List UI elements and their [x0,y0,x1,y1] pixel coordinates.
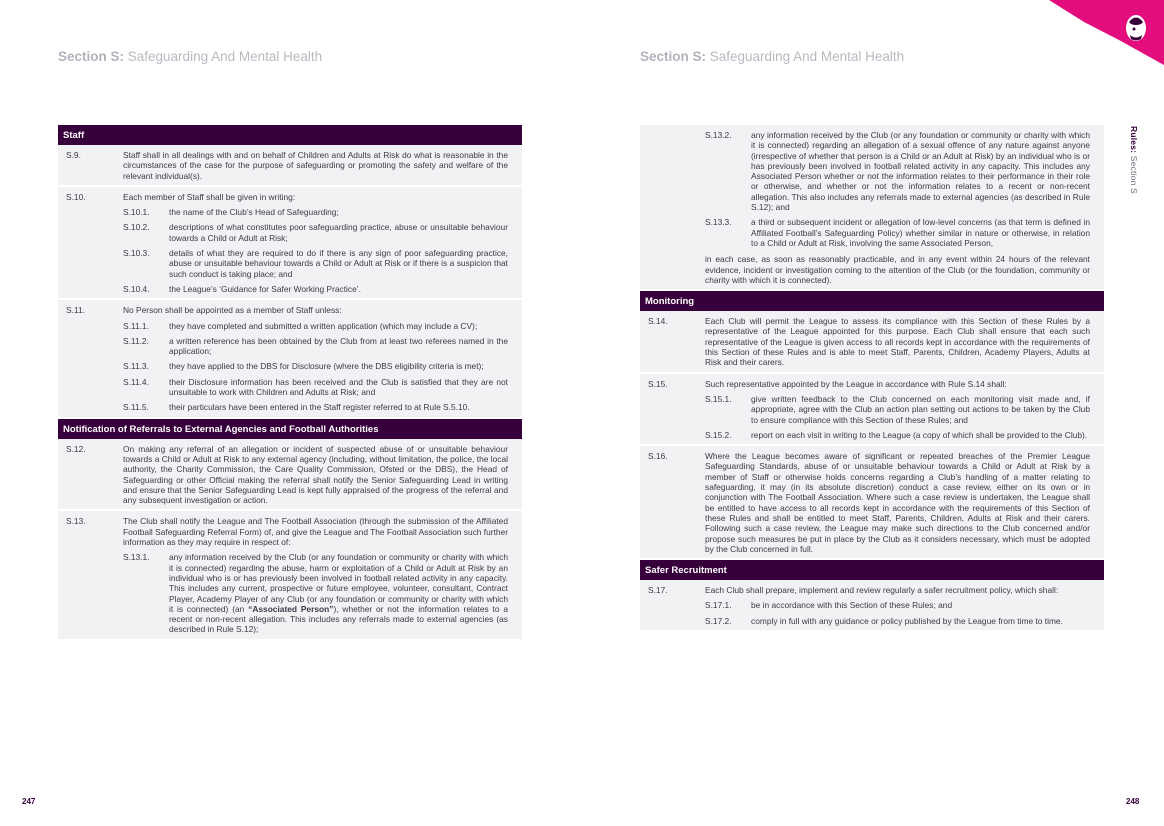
subrule: S.17.1. be in accordance with this Section of these Rules; and [705,600,953,611]
rule-s9: S.9. Staff shall in all dealings with and on behalf of Children and Adults at Risk do what is reasonable in the circumstances of the case for the purpose of safeguarding or promoting the safety and welfare of the relevant individual(s). [58,145,522,187]
rule-s13-continued [640,125,1104,291]
subrule: S.15.1. give written feedback to the Club concerned on each monitoring visit made and, if appropriate, agree with the Club an action plan setting out actions to be taken by the Club to ensure compliance with this Section of these Rules; and [705,393,1090,425]
section-heading-staff: Staff [58,125,522,145]
subrule: S.10.1. the name of the Club’s Head of Safeguarding; [123,207,339,218]
subrule: S.15.2. report on each visit in writing to the League (a copy of which shall be provided to the Club). [705,429,1088,440]
subrule: S.13.2. any information received by the Club (or any foundation or community or charity with which it is connected) regarding an allegation of a sexual offence of any nature against anyone (irrespective of whether that person is a Child or an Adult at Risk) by an individual who is or has previously been involved in football related activity in any capacity. This includes any Associated Person whether or not the information relates to their performance in their role or otherwise, and whether or not the information relates to a recent or non-recent allegation. This also includes any referrals made to external agencies (as described in Rule S.12); and [705,130,1090,213]
subrule: S.11.1. they have completed and submitted a written application (which may include a CV); [123,320,478,331]
section-heading-monitoring: Monitoring [640,291,1104,311]
header-right: Section S: Safeguarding And Mental Health [640,49,905,64]
right-column [640,125,1104,632]
subrule: S.17.2. comply in full with any guidance or policy published by the League from time to time. [705,615,1063,626]
subrule: S.10.4. the League’s ‘Guidance for Safer Working Practice’. [123,283,361,294]
subrule: S.10.2. descriptions of what constitutes poor safeguarding practice, abuse or unsuitable behaviour towards a Child or Adult at Risk; [123,222,508,243]
page-number-right: 248 [1126,797,1140,806]
header-left: Section S: Safeguarding And Mental Health [58,49,323,64]
subrule: S.11.2. a written reference has been obtained by the Club from at least two referees named in the application; [123,335,508,357]
rule-s15: S.15. Such representative appointed by the League in accordance with Rule S.14 shall: S.15.1. give written feedback to the Club concerned on each monitoring visit made and, if appropriate, agree with the Club an action plan setting out actions to be taken by the Club to ensure compliance with this Section of these Rules; and S.15.2. report on each visit in writing to the League (a copy of which shall be provided to the Club). [640,374,1104,446]
rule-s11: S.11. No Person shall be appointed as a member of Staff unless: S.11.1. they have completed and submitted a written application (which may include a CV); S.11.2. a written reference has been obtained by the Club from at least two referees named in the application; S.11.3. they have applied to the DBS for Disclosure (where the DBS eligibility criteria is met); S.11.4. their Disclosure information has been received and the Club is satisfied that they are not unsuitable to work with Children and Adults at Risk; and S.11.5. their particulars have been entered in the Staff register referred to at Rule S.5.10. [58,300,522,418]
section-heading-referrals: Notification of Referrals to External Agencies and Football Authorities [58,419,522,439]
rule-s16: S.16. Where the League becomes aware of significant or repeated breaches of the Premier League Safeguarding Standards, abuse of or unsuitable behaviour towards a Child or Adult at Risk by a member of Staff or otherwise holds concerns regarding a Club’s handling of a matter relating to safeguarding, it may (in its absolute discretion) conduct a case review, either on its own or in conjunction with The Football Association. Where such a case review is undertaken, the League shall be entitled to have access to all records kept in accordance with the requirements of this Section of these Rules and shall be entitled to meet Staff, Parents, Children, Adults at Risk and their carers. Following such a case review, the League may make such directions to the Club concerned and/or propose such measures be put in place by the Club as it considers necessary, which must be adopted by the Club concerned in full. [640,446,1104,560]
rule-s10: S.10. Each member of Staff shall be given in writing: S.10.1. the name of the Club’s Head of Safeguarding; S.10.2. descriptions of what constitutes poor safeguarding practice, abuse or unsuitable behaviour towards a Child or Adult at Risk; S.10.3. details of what they are required to do if there is any sign of poor safeguarding practice, abuse or unsuitable behaviour towards a Child or Adult at Risk or if there is a suspicion that such conduct is taking place; and S.10.4. the League’s ‘Guidance for Safer Working Practice’. [58,187,522,300]
rule-s13: S.13. The Club shall notify the League and The Football Association (through the submission of the Affiliated Football Safeguarding Referral Form) of, and give the League and The Football Association such further information as they may require in respect of: S.13.1. any information received by the Club (or any foundation or community or charity with which it is connected) regarding the abuse, harm or exploitation of a Child or Adult at Risk by an individual who is or has previously been involved in football related activity in any capacity. This includes any current, prospective or future employee, volunteer, consultant, Contract Player, Academy Player of any Club (or any foundation or community or charity with which it is connected) (an “Associated Person”), whether or not the information relates to a recent or non-recent allegation. This includes any referrals made to external agencies (as described in Rule S.12); [58,511,522,640]
subrule: S.13.1. any information received by the Club (or any foundation or community or charity with which it is connected) regarding the abuse, harm or exploitation of a Child or Adult at Risk by an individual who is or has previously been involved in football related activity in any capacity. This includes any current, prospective or future employee, volunteer, consultant, Contract Player, Academy Player of any Club (or any foundation or community or charity with which it is connected) (an “Associated Person”), whether or not the information relates to a recent or non-recent allegation. This includes any referrals made to external agencies (as described in Rule S.12); [123,552,508,635]
subrule: S.10.3. details of what they are required to do if there is any sign of poor safeguarding practice, abuse or unsuitable behaviour towards a Child or Adult at Risk or if there is a suspicion that such conduct is taking place; and [123,248,508,279]
subrule: S.11.3. they have applied to the DBS for Disclosure (where the DBS eligibility criteria is met); [123,361,484,372]
page-number-left: 247 [22,797,36,806]
rule-tail-text: in each case, as soon as reasonably practicable, and in any event within 24 hours of the relevant evidence, incident or investigation coming to the attention of the Club (or the foundation, community or charity with which it is connected). [705,254,1090,285]
corner-banner [1024,0,1164,75]
left-column [58,125,522,641]
subrule: S.11.4. their Disclosure information has been received and the Club is satisfied that they are not unsuitable to work with Children and Adults at Risk; and [123,376,508,398]
lion-logo-icon [1126,15,1146,41]
side-tab: Rules: Section S [1129,126,1139,194]
section-heading-safer-recruitment: Safer Recruitment [640,560,1104,580]
rule-s17: S.17. Each Club shall prepare, implement and review regularly a safer recruitment policy, which shall: S.17.1. be in accordance with this Section of these Rules; and S.17.2. comply in full with any guidance or policy published by the League from time to time. [640,580,1104,632]
subrule: S.13.3. a third or subsequent incident or allegation of low-level concerns (as that term is defined in Affiliated Football’s Safeguarding Policy) whether similar in nature or otherwise, in relation to a Child or Adult at Risk, involving the same Associated Person, [705,217,1090,248]
rule-s14: S.14. Each Club will permit the League to assess its compliance with this Section of these Rules by a representative of the League appointed for this purpose. Each Club shall ensure that each such representative of the League is given access to all records kept in accordance with the requirements of this Section of these Rules and is able to meet Staff, Parents, Children, Academy Players, Adults at Risk and their carers. [640,311,1104,373]
subrule: S.11.5. their particulars have been entered in the Staff register referred to at Rule S.5.10. [123,402,470,413]
rule-s12: S.12. On making any referral of an allegation or incident of suspected abuse of or unsuitable behaviour towards a Child or Adult at Risk to any external agency (including, without limitation, the police, the local authority, the Charity Commission, the Care Quality Commission, Ofsted or the DBS), the Head of Safeguarding or other Official making the referral shall notify the Senior Safeguarding Lead in writing and ensure that the Senior Safeguarding Lead is kept fully appraised of the progress of the referral and any subsequent investigation or action. [58,439,522,512]
